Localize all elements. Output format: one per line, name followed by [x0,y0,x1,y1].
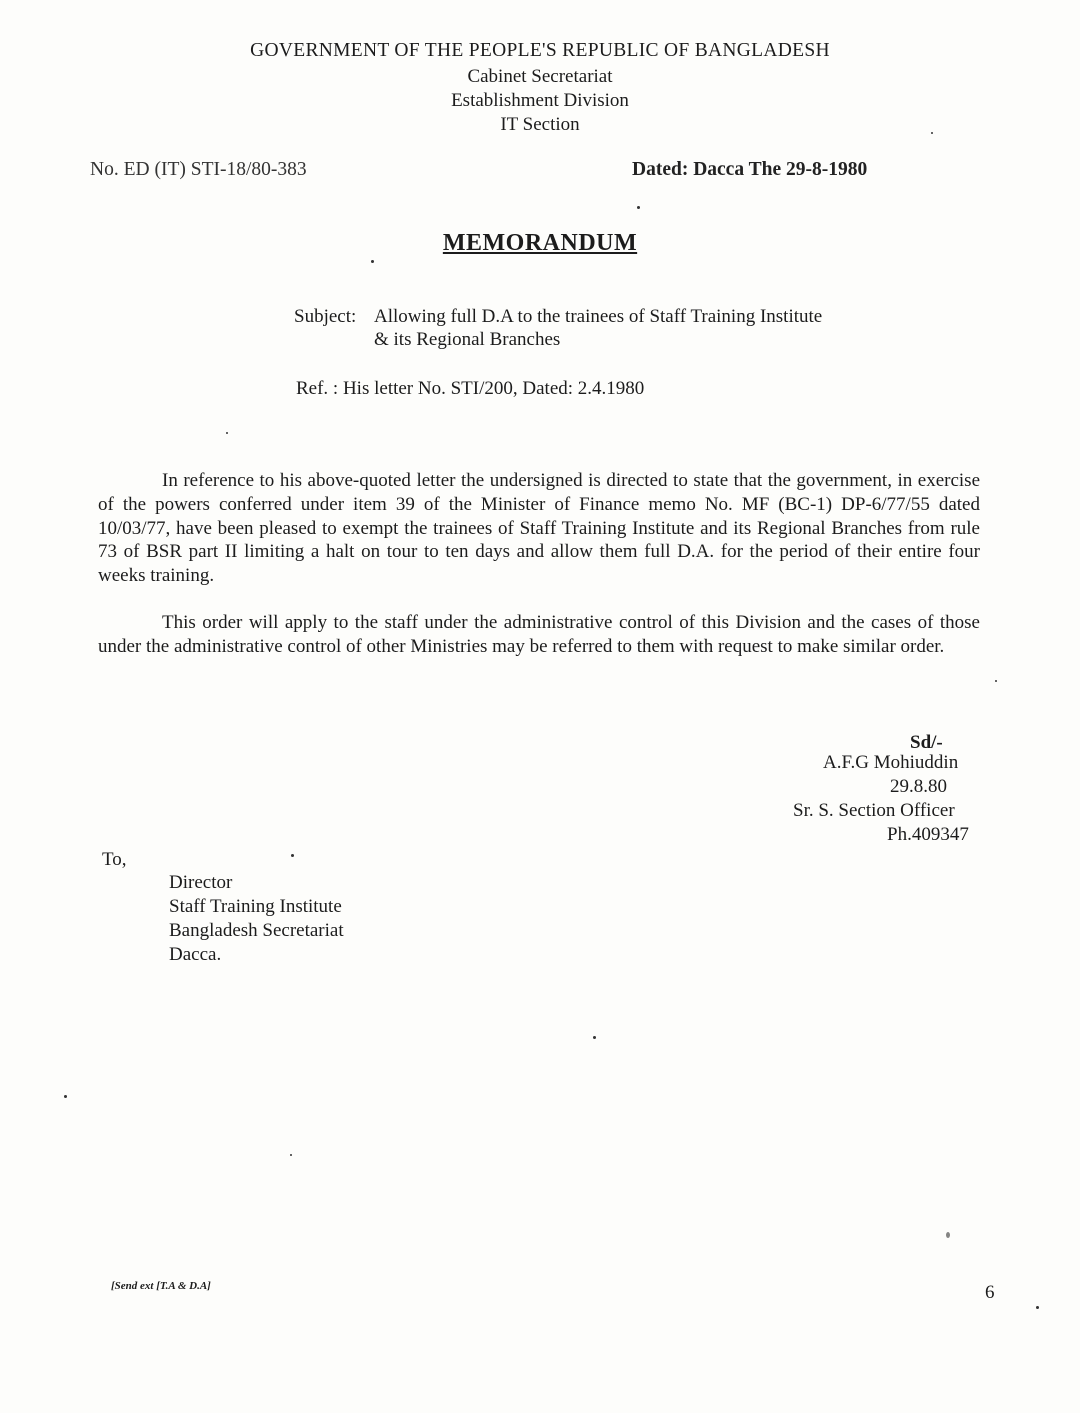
recipient-line-4: Dacca. [169,944,222,965]
recipient-line-2: Staff Training Institute [169,896,342,917]
memo-reference-number: No. ED (IT) STI-18/80-383 [90,159,307,180]
government-heading: GOVERNMENT OF THE PEOPLE'S REPUBLIC OF BANGLADESH [250,40,830,61]
subject-label: Subject: [294,306,357,327]
document-title: MEMORANDUM [442,230,638,256]
it-section-heading: IT Section [500,114,580,135]
scan-speck [226,432,228,434]
scan-speck [291,854,294,857]
scan-speck [371,260,374,263]
recipient-line-1: Director [169,872,233,893]
reference-line: Ref. : His letter No. STI/200, Dated: 2.4.1980 [296,378,645,399]
subject-text-line-2: & its Regional Branches [374,329,561,350]
signatory-phone: Ph.409347 [887,824,969,845]
cabinet-secretariat-heading: Cabinet Secretariat [467,66,613,87]
scan-speck [1036,1306,1039,1309]
footer-note: [Send ext [T.A & D.A] [111,1280,211,1292]
recipient-line-3: Bangladesh Secretariat [169,920,344,941]
page-number: 6 [985,1282,995,1303]
scan-speck [637,206,640,209]
memo-date: Dated: Dacca The 29-8-1980 [632,159,868,180]
scan-speck [290,1154,292,1156]
recipient-to-label: To, [102,849,127,870]
scan-speck [64,1095,67,1098]
signature-sd: Sd/- [910,732,943,753]
scan-speck [995,680,997,682]
establishment-division-heading: Establishment Division [451,90,629,111]
subject-line [294,305,822,329]
body-paragraph-2 [98,611,980,659]
body-paragraph-1-text: In reference to his above-quoted letter the undersigned is directed to state that the government, in exercise of the powers conferred under item 39 of the Minister of Finance memo No. MF (BC-1) DP-6/77/55 dated 10/03/77, have been pleased to exempt the trainees of Staff Training Institute and its Regional Branches from rule 73 of BSR part II limiting a halt on tour to ten days and allow them full D.A. for the period of their entire four weeks training. [98,470,980,587]
scan-speck [931,132,933,134]
signatory-name: A.F.G Mohiuddin [823,752,959,773]
body-paragraph-1 [98,469,980,588]
body-paragraph-2-text: This order will apply to the staff under the administrative control of this Division and the cases of those under the administrative control of other Ministries may be referred to them with request to make similar order. [98,612,980,657]
signature-date: 29.8.80 [890,776,947,797]
scan-speck [946,1232,950,1238]
subject-text-line-1: Allowing full D.A to the trainees of Staff Training Institute [374,306,823,327]
signatory-designation: Sr. S. Section Officer [793,800,955,821]
scan-speck [593,1036,596,1039]
